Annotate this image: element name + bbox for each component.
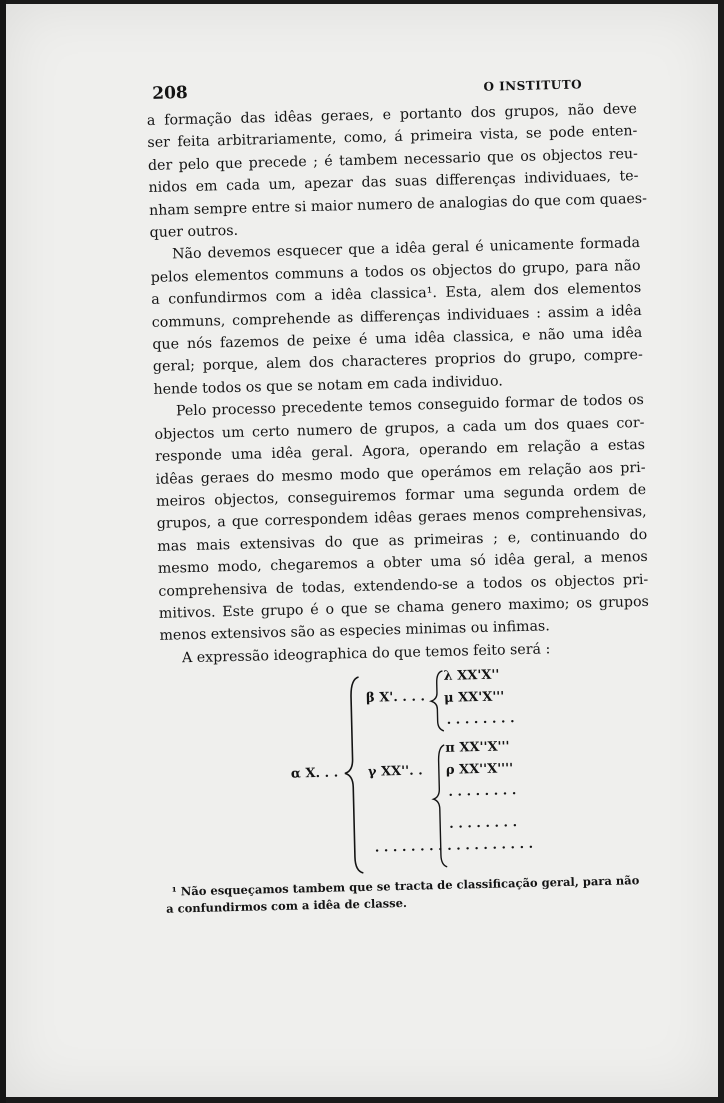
- text-line: meiros objectos, conseguiremos formar uma segunda ordem de: [156, 481, 647, 510]
- diagram-dots: . . . . . . . .: [448, 815, 518, 832]
- text-line: der pelo que precede ; é tambem necessario que os objectos reu-: [147, 145, 639, 174]
- footnote-line: ¹ Não esqueçamos tambem que se tracta de classificação geral, para não: [171, 873, 640, 899]
- text-line: a formação das idêas geraes, e portanto dos grupos, não deve: [146, 101, 637, 129]
- page-number: 208: [151, 82, 188, 104]
- text-line: ser feita arbitrariamente, como, á primeira vista, se pode enten-: [147, 123, 638, 152]
- text-line: hende todos os que se notam em cada individuo.: [153, 373, 504, 398]
- text-line: a confundirmos com a idêa classica¹. Esta, alem dos elementos: [151, 280, 642, 309]
- text-line: comprehensiva de todas, extendendo-se a todos os objectos pri-: [158, 571, 649, 600]
- text-line: nham sempre entre si maior numero de analogias do que com quaes-: [148, 190, 648, 219]
- paragraph-1: [146, 98, 648, 244]
- text-block: [146, 72, 656, 918]
- text-line: responde uma idêa geral. Agora, operando em relação a estas: [154, 437, 646, 465]
- diagram-mu: μ XX'X''': [443, 689, 505, 707]
- paragraph-2: [150, 232, 644, 401]
- diagram-dots-long: . . . . . . . . . . . . . . . . . .: [374, 836, 534, 856]
- book-page: [6, 4, 718, 1097]
- text-line: A expressão ideographica do que temos feito será :: [181, 641, 551, 667]
- diagram-pi: π XX''X''': [445, 739, 510, 757]
- text-line: Não devemos esquecer que a idêa geral é unicamente formada: [171, 235, 641, 263]
- text-line: communs, comprehende as differenças individuaes : assim a idêa: [151, 302, 642, 331]
- paragraph-3: [154, 389, 650, 647]
- text-line: pelos elementos communs a todos os objectos do grupo, para não: [150, 257, 641, 286]
- diagram-gamma: γ XX''. .: [367, 763, 423, 780]
- footnote-line: a confundirmos com a idêa de classe.: [165, 896, 408, 916]
- text-line: quer outros.: [149, 222, 239, 241]
- diagram-dots: . . . . . . . .: [446, 711, 515, 728]
- text-line: geral; porque, alem dos characteres proprios do grupo, compre-: [152, 347, 643, 376]
- diagram-dots: . . . . . . . .: [448, 783, 517, 800]
- running-head: O INSTITUTO: [483, 77, 583, 94]
- text-line: grupos, a que correspondem idêas geraes menos comprehensivas,: [156, 504, 647, 533]
- text-line: mitivos. Este grupo é o que se chama genero maximo; os grupos: [158, 593, 649, 622]
- diagram-lambda: λ XX'X'': [443, 667, 500, 685]
- diagram-beta: β X'. . . .: [365, 689, 426, 706]
- text-line: que nós fazemos de peixe é uma idêa classica, e não uma idêa: [152, 325, 643, 353]
- text-line: mas mais extensivas do que as primeiras ; e, continuando do: [157, 526, 648, 555]
- text-line: mesmo modo, chegaremos a obter uma só idêa geral, a menos: [157, 549, 648, 577]
- ideographic-diagram: [160, 660, 655, 882]
- diagram-alpha: α X. . .: [290, 765, 339, 782]
- text-line: menos extensivos são as especies minimas ou infimas.: [159, 618, 550, 645]
- body-text: [147, 98, 651, 670]
- text-line: Pelo processo precedente temos conseguido formar de todos os: [175, 392, 645, 420]
- text-line: objectos um certo numero de grupos, a cada um dos quaes cor-: [154, 414, 645, 443]
- text-line: nidos em cada um, apezar das suas differenças individuaes, te-: [148, 168, 639, 197]
- text-line: idêas geraes do mesmo modo que operámos em relação aos pri-: [155, 459, 646, 488]
- diagram-rho: ρ XX''X'''': [445, 761, 514, 779]
